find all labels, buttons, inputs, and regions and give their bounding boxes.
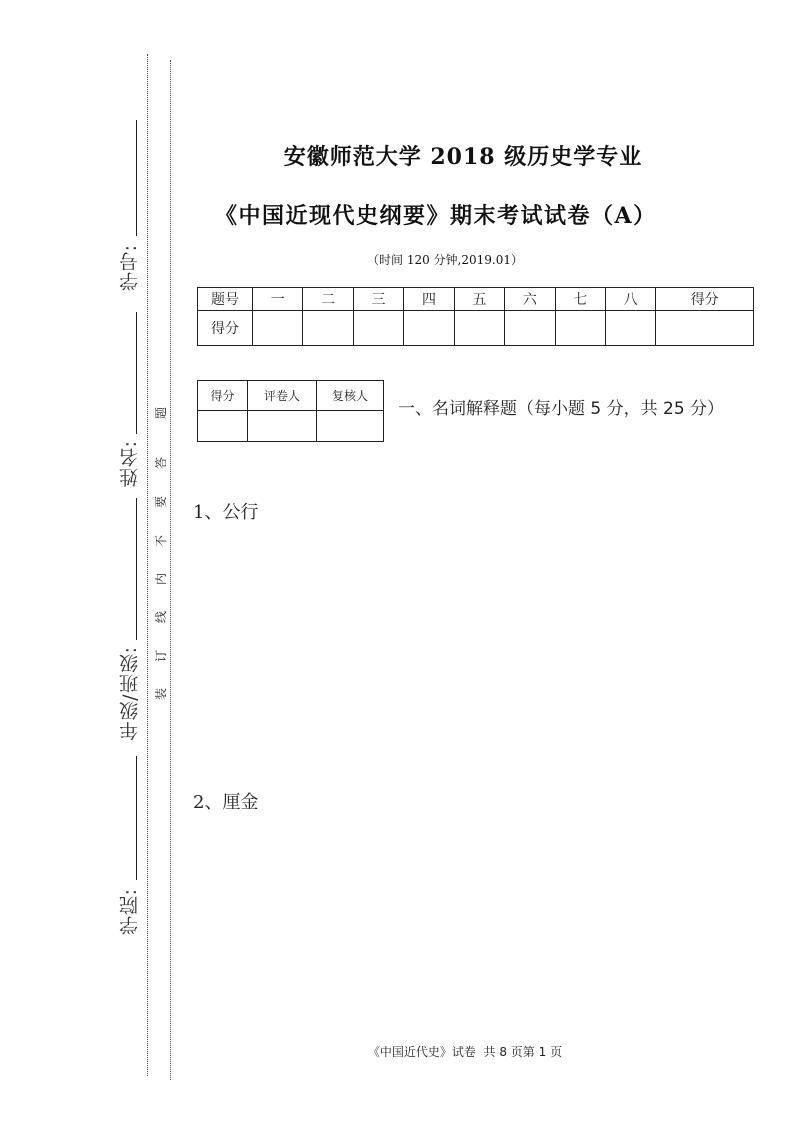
binding-warning-char: 答 bbox=[154, 457, 168, 470]
score-table-col: 六 bbox=[505, 288, 555, 311]
binding-warning-char: 装 bbox=[154, 688, 168, 701]
score-table-row-header: 得分 bbox=[198, 311, 253, 346]
score-cell[interactable] bbox=[454, 311, 504, 346]
grader-table bbox=[197, 380, 384, 442]
grader-score-header: 得分 bbox=[198, 381, 248, 411]
score-cell[interactable] bbox=[353, 311, 403, 346]
grader-table-value-row bbox=[198, 411, 384, 442]
page-footer: 《中国近代史》试卷 共 8 页第 1 页 bbox=[367, 1045, 563, 1059]
score-table-col: 五 bbox=[454, 288, 504, 311]
student-id-underline[interactable] bbox=[136, 120, 137, 236]
binding-dotted-line-outer bbox=[147, 54, 148, 1076]
score-cell[interactable] bbox=[555, 311, 605, 346]
score-cell[interactable] bbox=[303, 311, 353, 346]
score-table-col: 四 bbox=[404, 288, 454, 311]
binding-warning-char: 线 bbox=[154, 611, 168, 624]
score-cell[interactable] bbox=[605, 311, 655, 346]
score-table-col: 二 bbox=[303, 288, 353, 311]
score-table-col: 三 bbox=[353, 288, 403, 311]
binding-dotted-line-inner bbox=[170, 60, 171, 1080]
college-underline[interactable] bbox=[136, 756, 137, 880]
score-cell[interactable] bbox=[404, 311, 454, 346]
binding-warning-char: 要 bbox=[154, 496, 168, 509]
section-heading: 一、名词解释题（每小题 5 分，共 25 分） bbox=[398, 399, 725, 419]
grader-grader-header: 评卷人 bbox=[248, 381, 317, 411]
score-table-col: 八 bbox=[605, 288, 655, 311]
grader-reviewer-cell[interactable] bbox=[317, 411, 384, 442]
class-label: 年级/班级: bbox=[119, 646, 141, 741]
student-id-label: 学号: bbox=[119, 244, 141, 292]
score-table bbox=[197, 287, 754, 346]
score-cell-total[interactable] bbox=[656, 311, 754, 346]
grader-score-cell[interactable] bbox=[198, 411, 248, 442]
exam-title-line2: 《中国近现代史纲要》期末考试试卷（A） bbox=[215, 203, 657, 229]
binding-warning-char: 不 bbox=[154, 535, 168, 548]
score-table-col: 一 bbox=[253, 288, 303, 311]
exam-title-line1: 安徽师范大学 2018 级历史学专业 bbox=[283, 144, 643, 170]
score-table-row-header: 题号 bbox=[198, 288, 253, 311]
class-underline[interactable] bbox=[136, 498, 137, 640]
score-cell[interactable] bbox=[253, 311, 303, 346]
binding-warning-char: 订 bbox=[154, 650, 168, 663]
question-item: 2、厘金 bbox=[193, 792, 259, 813]
grader-table-header-row bbox=[198, 381, 384, 411]
binding-warning-char: 题 bbox=[154, 407, 168, 420]
score-table-header-row bbox=[198, 288, 754, 311]
question-item: 1、公行 bbox=[193, 502, 259, 523]
grader-reviewer-header: 复核人 bbox=[317, 381, 384, 411]
score-table-col: 得分 bbox=[656, 288, 754, 311]
grader-grader-cell[interactable] bbox=[248, 411, 317, 442]
name-underline[interactable] bbox=[136, 312, 137, 434]
score-table-col: 七 bbox=[555, 288, 605, 311]
score-table-score-row bbox=[198, 311, 754, 346]
binding-warning-char: 内 bbox=[154, 573, 168, 586]
score-cell[interactable] bbox=[505, 311, 555, 346]
name-label: 姓名: bbox=[119, 440, 141, 488]
exam-subtitle: （时间 120 分钟,2019.01） bbox=[367, 253, 523, 267]
college-label: 学院: bbox=[119, 888, 141, 936]
